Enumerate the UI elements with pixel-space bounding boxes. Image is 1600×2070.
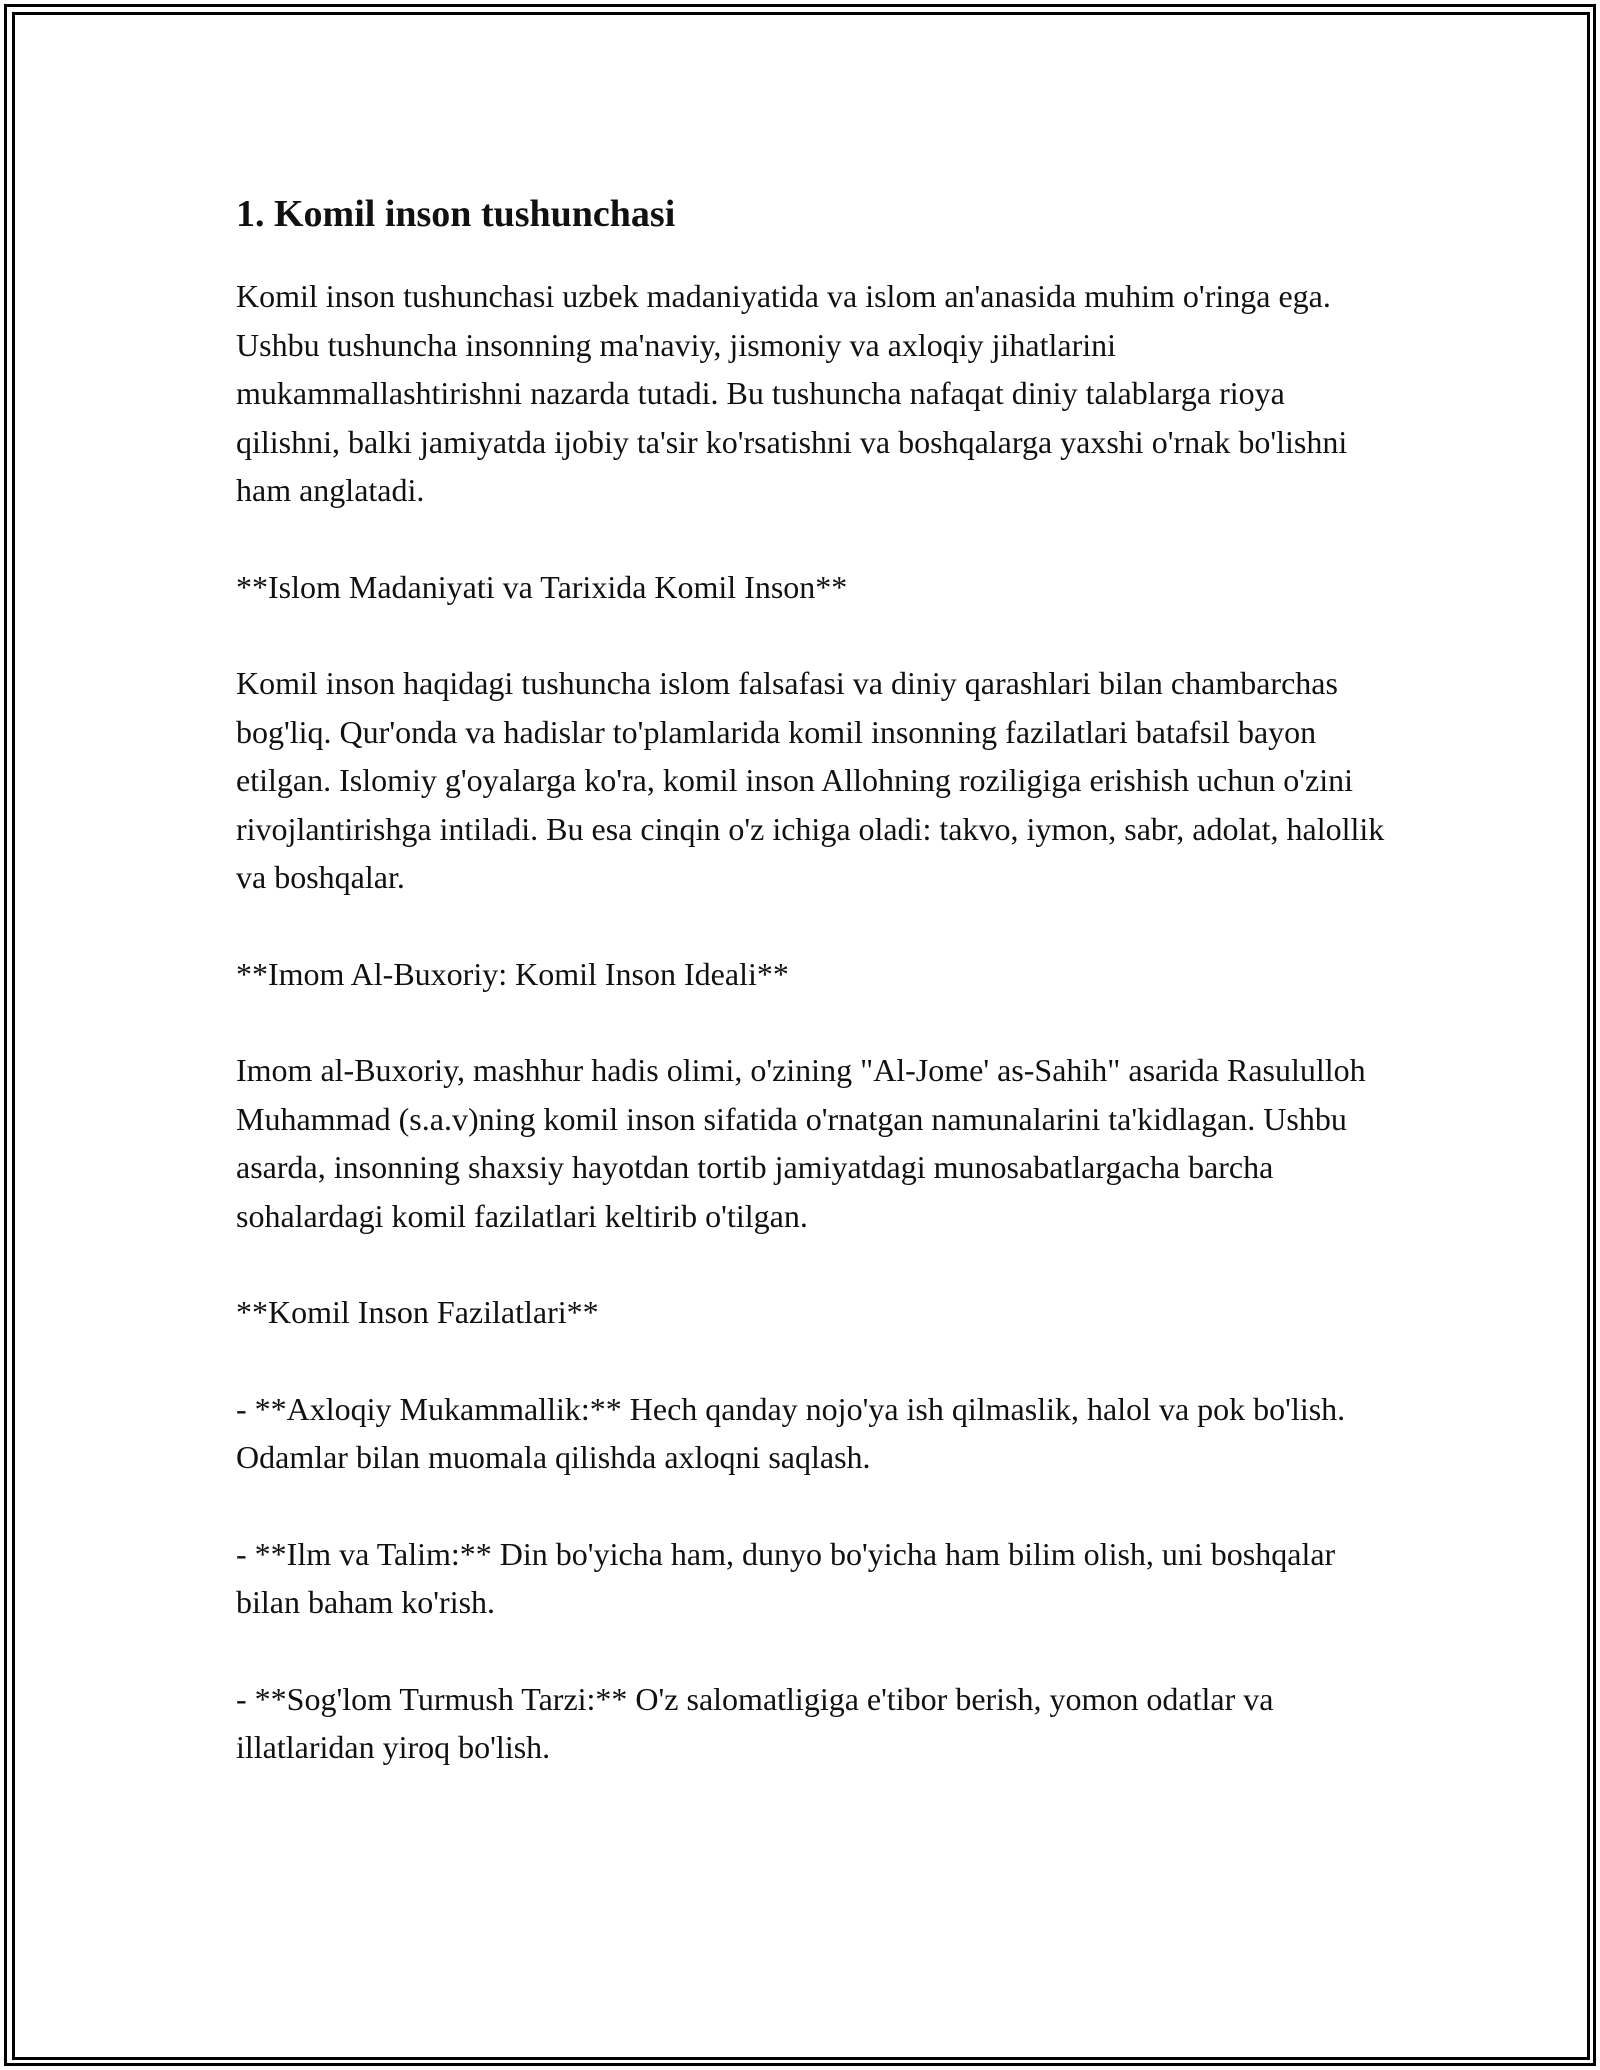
subheading-islom-madaniyati: **Islom Madaniyati va Tarixida Komil Inson** <box>236 568 848 605</box>
buxoriy-paragraph: Imom al-Buxoriy, mashhur hadis olimi, o'zining "Al-Jome' as-Sahih" asarida Rasululloh Muhammad (s.a.v)ning komil inson sifatida o'rnatgan namunalarini ta'kidlagan. Ushbu asarda, insonning shaxsiy hayotdan tortib jamiyatdagi munosabatlargacha barcha sohalardagi komil fazilatlari keltirib o'tilgan. <box>236 1052 1366 1234</box>
document-body <box>236 190 1386 1820</box>
subheading-imom-al-buxoriy: **Imom Al-Buxoriy: Komil Inson Ideali** <box>236 955 789 992</box>
section-heading: 1. Komil inson tushunchasi <box>236 193 676 235</box>
list-item-axloqiy: - **Axloqiy Mukammallik:** Hech qanday nojo'ya ish qilmaslik, halol va pok bo'lish. Odamlar bilan muomala qilishda axloqni saqlash. <box>236 1390 1346 1475</box>
subheading-fazilatlar: **Komil Inson Fazilatlari** <box>236 1294 599 1330</box>
list-item-ilm: - **Ilm va Talim:** Din bo'yicha ham, dunyo bo'yicha ham bilim olish, uni boshqalar bilan baham ko'rish. <box>236 1535 1336 1620</box>
islom-paragraph: Komil inson haqidagi tushuncha islom falsafasi va diniy qarashlari bilan chambarchas bog'liq. Qur'onda va hadislar to'plamlarida komil insonning fazilatlari batafsil bayon etilgan. Islomiy g'oyalarga ko'ra, komil inson Allohning roziligiga erishish uchun o'zini rivojlantirishga intiladi. Bu esa cinqin o'z ichiga oladi: takvo, iymon, sabr, adolat, halollik va boshqalar. <box>236 665 1385 895</box>
intro-paragraph: Komil inson tushunchasi uzbek madaniyatida va islom an'anasida muhim o'ringa ega. Ushbu tushuncha insonning ma'naviy, jismoniy va axloqiy jihatlarini mukammallashtirishni nazarda tutadi. Bu tushuncha nafaqat diniy talablarga rioya qilishni, balki jamiyatda ijobiy ta'sir ko'rsatishni va boshqalarga yaxshi o'rnak bo'lishni ham anglatadi. <box>236 278 1348 508</box>
list-item-turmush: - **Sog'lom Turmush Tarzi:** O'z salomatligiga e'tibor berish, yomon odatlar va illatlaridan yiroq bo'lish. <box>236 1680 1274 1765</box>
